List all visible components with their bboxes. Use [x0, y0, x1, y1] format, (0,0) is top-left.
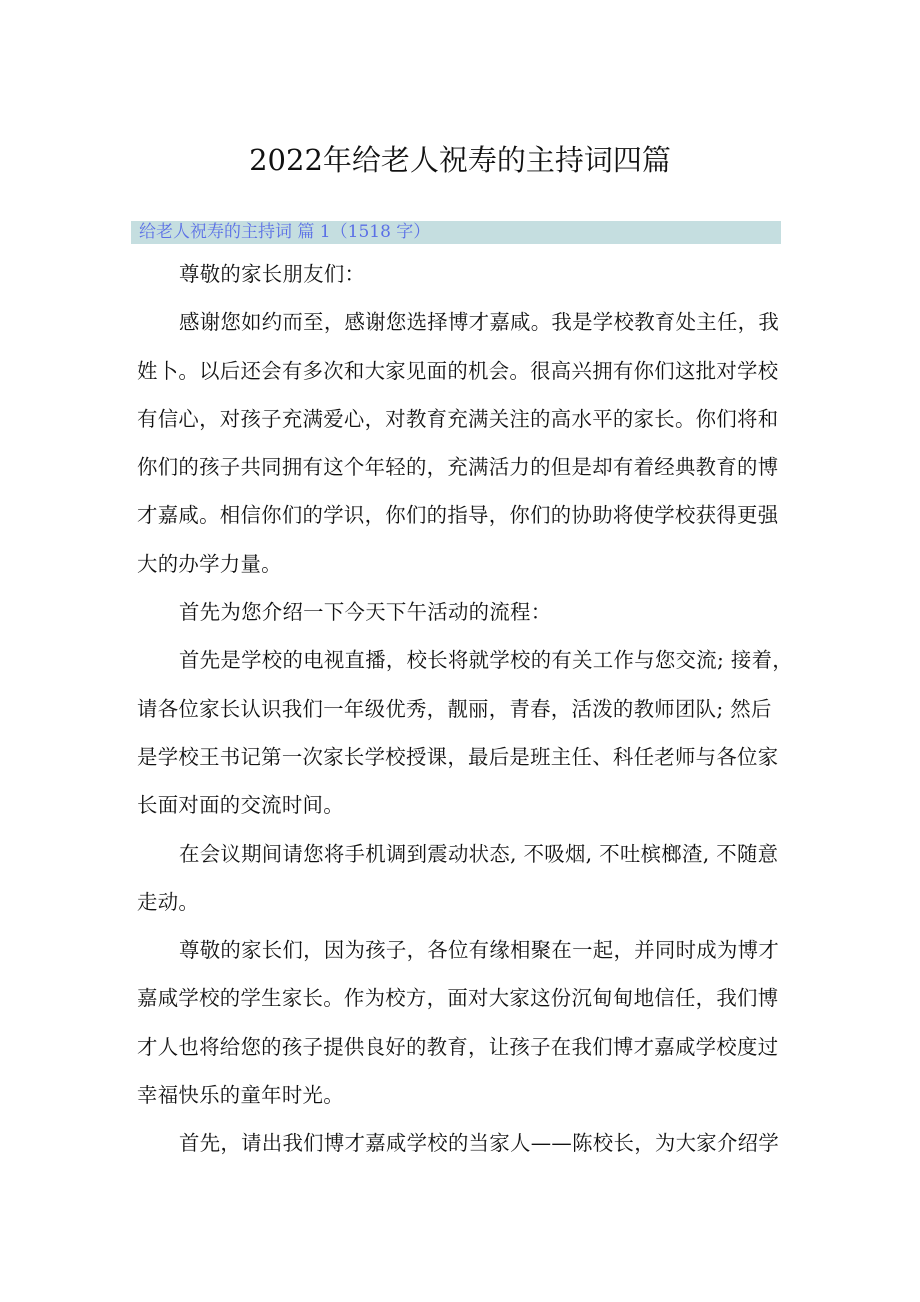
paragraph — [137, 588, 787, 636]
paragraph-line: 在会议期间请您将手机调到震动状态, 不吸烟, 不吐槟榔渣, 不随意 — [179, 841, 779, 866]
paragraph-line: 才人也将给您的孩子提供良好的教育，让孩子在我们博才嘉咸学校度过 — [137, 1034, 779, 1059]
paragraph — [137, 298, 787, 588]
paragraph-line: 尊敬的家长们，因为孩子，各位有缘相聚在一起，并同时成为博才 — [179, 938, 780, 963]
paragraph-line: 感谢您如约而至，感谢您选择博才嘉咸。我是学校教育处主任，我 — [179, 310, 780, 335]
paragraph — [137, 830, 787, 927]
paragraph-line: 幸福快乐的童年时光。 — [137, 1083, 344, 1108]
paragraph-line: 请各位家长认识我们一年级优秀，靓丽，青春，活泼的教师团队; 然后 — [137, 696, 772, 721]
paragraph-line: 嘉咸学校的学生家长。作为校方，面对大家这份沉甸甸地信任，我们博 — [137, 986, 779, 1011]
paragraph-line: 你们的孩子共同拥有这个年轻的，充满活力的但是却有着经典教育的博 — [137, 455, 779, 480]
document-body — [137, 250, 793, 1168]
paragraph-line: 首先，请出我们博才嘉咸学校的当家人——陈校长，为大家介绍学 — [179, 1131, 780, 1156]
paragraph-line: 长面对面的交流时间。 — [137, 793, 344, 818]
paragraph — [137, 250, 787, 298]
paragraph-line: 有信心，对孩子充满爱心，对教育充满关注的高水平的家长。你们将和 — [137, 406, 779, 431]
section-heading: 给老人祝寿的主持词 篇 1（1518 字） — [131, 221, 781, 244]
paragraph-line: 是学校王书记第一次家长学校授课，最后是班主任、科任老师与各位家 — [137, 744, 779, 769]
paragraph — [137, 926, 787, 1119]
paragraph-line: 大的办学力量。 — [137, 551, 282, 576]
paragraph-line: 首先为您介绍一下今天下午活动的流程： — [179, 600, 552, 625]
document-title: 2022年给老人祝寿的主持词四篇 — [249, 143, 671, 177]
paragraph — [137, 636, 793, 829]
paragraph-line: 首先是学校的电视直播，校长将就学校的有关工作与您交流; 接着， — [179, 648, 793, 673]
paragraph — [137, 1119, 787, 1167]
paragraph-line: 走动。 — [137, 889, 200, 914]
paragraph-line: 才嘉咸。相信你们的学识，你们的指导，你们的协助将使学校获得更强 — [137, 503, 779, 528]
paragraph-line: 姓卜。以后还会有多次和大家见面的机会。很高兴拥有你们这批对学校 — [137, 358, 779, 383]
paragraph-line: 尊敬的家长朋友们： — [179, 262, 366, 286]
